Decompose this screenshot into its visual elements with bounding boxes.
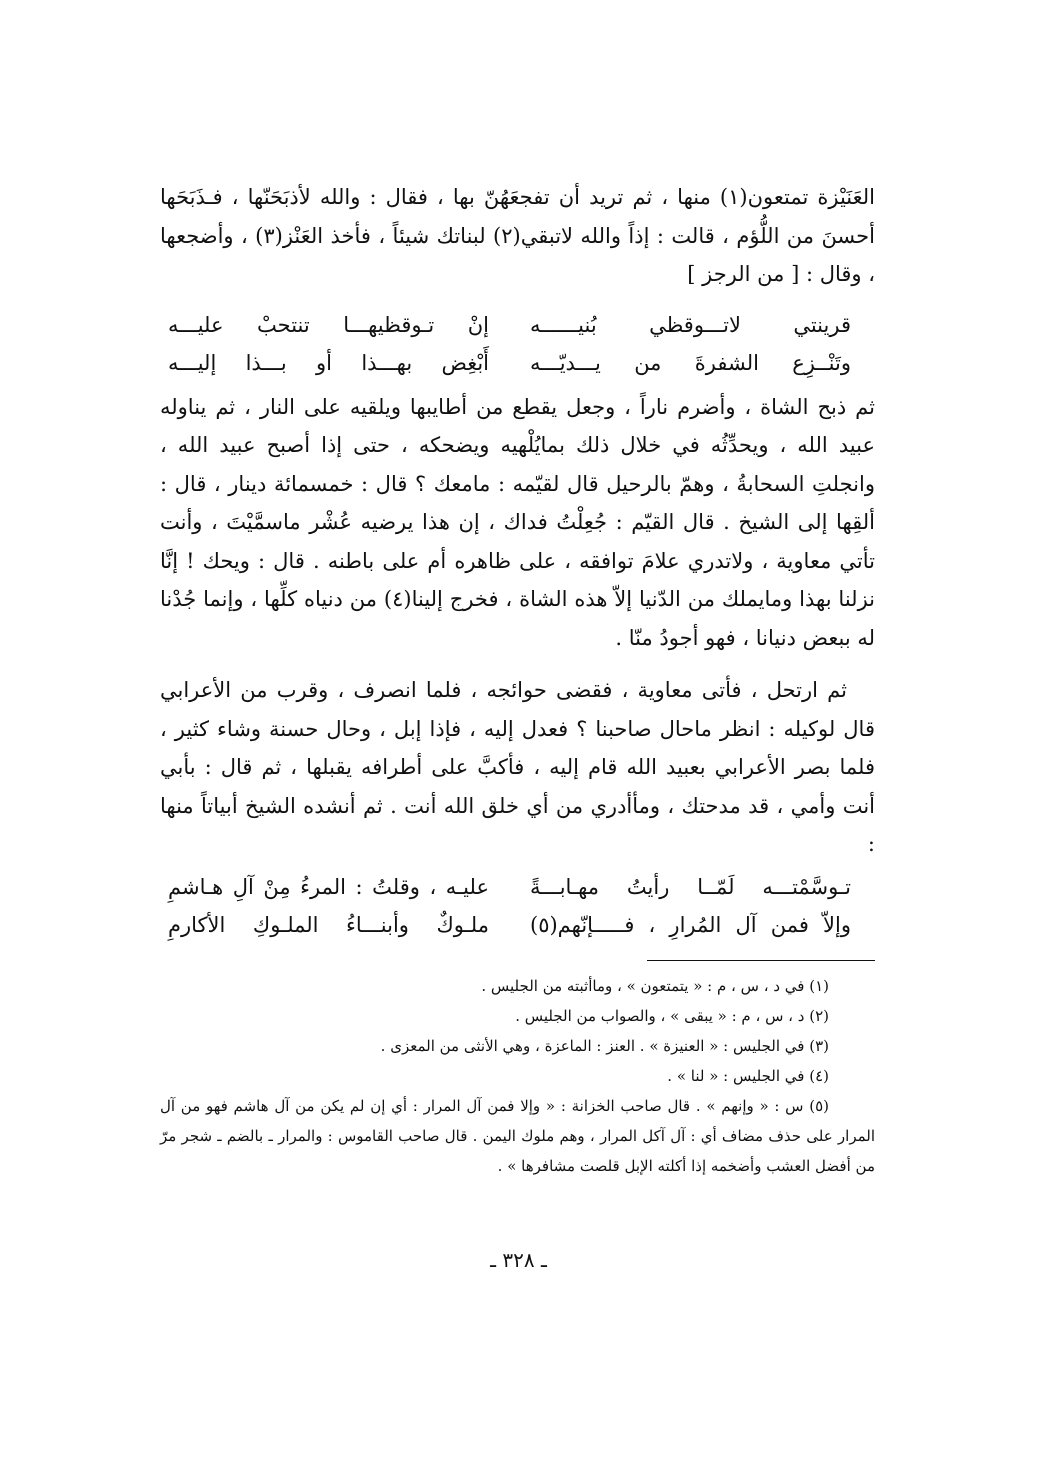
footnote-4: (٤) في الجليس : « لنا » . <box>667 1066 829 1085</box>
verse-block-1 <box>168 306 851 382</box>
footnotes <box>160 971 875 1181</box>
verse-first-hemistich: تـوسَّمْتـــه لَمّــا رأيتُ مهـابـــةً <box>530 874 851 899</box>
verse-second-hemistich: أَبْغِض بهـــذا أو بـــذا إليـــه <box>168 350 489 375</box>
verse-second-hemistich: إنْ تـوقظيهـــا تنتحبْ عليـــه <box>168 312 489 337</box>
footnote-1: (١) في د ، س ، م : « يتمتعون » ، وماأثبته من الجليس . <box>481 976 829 995</box>
footnote-2: (٢) د ، س ، م : « يبقى » ، والصواب من الجليس . <box>515 1006 829 1025</box>
footnote-5: (٥) س : « وإنهم » . قال صاحب الخزانة : « وإلا فمن آل المرار : أي إن لم يكن من آل هاشم فهو من آل المرار على حذف مضاف أي : آل آكل المرار ، وهم ملوك اليمن . قال صاحب القاموس : والمرار ـ بالضم ـ شجر مرّ من أفضل العشب وأضخمه إذا أكلته الإبل قلصت مشافرها » . <box>160 1096 875 1175</box>
footnote-divider <box>647 960 875 961</box>
paragraph-1: العَنَيْزة تمتعون(١) منها ، ثم تريد أن تفجعَهُنّ بها ، فقال : والله لأذبَحَنّها ، فـذَبَحَها أحسنَ من اللُّؤم ، قالت : إذاً والله لاتبقي(٢) لبناتك شيئاً ، فأخذ العَنْز(٣) ، وأضجعها ، وقال : [ من الرجز ] <box>160 185 876 286</box>
verse-first-hemistich: وإلاّ فمن آل المُرارِ ، فـــــإنّهم(٥) <box>530 912 851 937</box>
paragraph-3: ثم ارتحل ، فأتى معاوية ، فقضى حوائجه ، فلما انصرف ، وقرب من الأعرابي قال لوكيله : انظر ماحال صاحبنا ؟ فعدل إليه ، فإذا إبل ، وحال حسنة وشاء كثير ، فلما بصر الأعرابي بعبيد الله قام إليه ، فأكبَّ على أطرافه يقبلها ، ثم قال : بأبي أنت وأمي ، قد مدحتك ، ومأأدري من أي خلق الله أنت . ثم أنشده الشيخ أبياتاً منها : <box>160 678 875 856</box>
verse-first-hemistich: وتَنْــزِع الشفرةَ من يـــديّـــه <box>530 350 851 375</box>
verse-line <box>168 344 851 382</box>
verse-second-hemistich: عليـه ، وقلتُ : المرءُ مِنْ آلِ هـاشمِ <box>168 874 489 899</box>
page-number: ـ ٣٢٨ ـ <box>490 1248 547 1272</box>
page-body <box>160 178 875 1181</box>
verse-line <box>168 306 851 344</box>
verse-first-hemistich: قرينتي لاتـــوقظي بُنيــــــه <box>530 312 851 337</box>
verse-block-2 <box>168 868 851 944</box>
verse-second-hemistich: ملـوكٌ وأبنـــاءُ الملـوكِ الأكارمِ <box>168 912 489 937</box>
verse-line <box>168 906 851 944</box>
verse-line <box>168 868 851 906</box>
paragraph-2: ثم ذبح الشاة ، وأضرم ناراً ، وجعل يقطع من أطايبها ويلقيه على النار ، ثم يناوله عبيد الله ، ويحدِّثُه في خلال ذلك بمايُلْهيه ويضحكه ، حتى إذا أصبح عبيد الله ، وانجلتِ السحابةُ ، وهمّ بالرحيل قال لقيّمه : مامعك ؟ قال : خمسمائة دينار ، قال : ألقِها إلى الشيخ . قال القيّم : جُعِلْتُ فداك ، إن هذا يرضيه عُشْر ماسمَّيْتَ ، وأنت تأتي معاوية ، ولاتدري علامَ توافقه ، على ظاهره أم على باطنه . قال : ويحك ! إنَّا نزلنا بهذا ومايملك من الدّنيا إلاّ هذه الشاة ، فخرج إلينا(٤) من دنياه كلِّها ، وإنما جُدْنا له ببعض دنيانا ، فهو أجودُ منّا . <box>160 394 875 650</box>
footnote-3: (٣) في الجليس : « العنيزة » . العنز : الماعزة ، وهي الأنثى من المعزى . <box>380 1036 829 1055</box>
